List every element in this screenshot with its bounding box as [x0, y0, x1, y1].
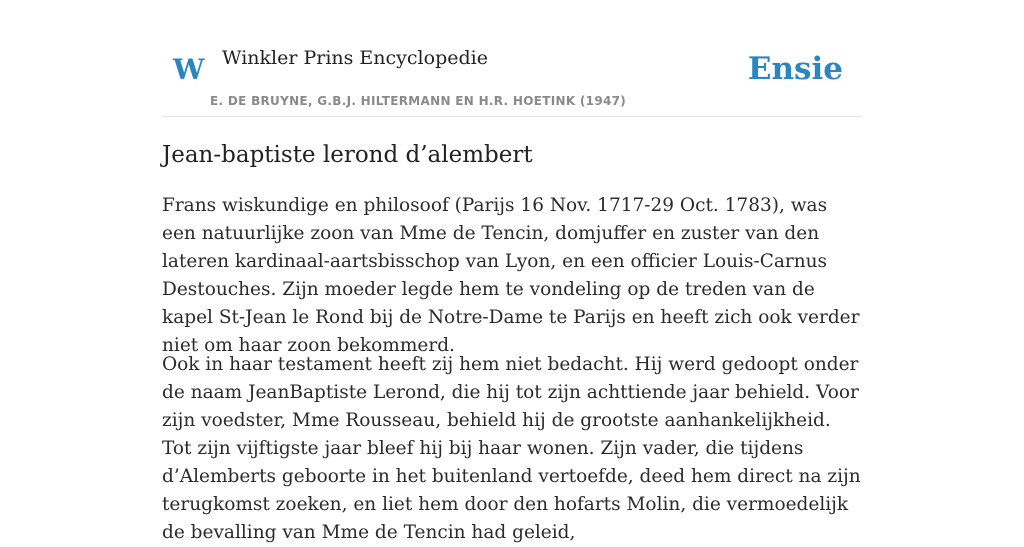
publication-title[interactable]: Winkler Prins Encyclopedie	[222, 47, 488, 69]
authors-line: E. DE BRUYNE, G.B.J. HILTERMANN EN H.R. HOETINK (1947)	[210, 94, 627, 108]
ensie-logo[interactable]: Ensie	[747, 51, 843, 87]
article-paragraph-1: Frans wiskundige en philosoof (Parijs 16 Nov. 1717-29 Oct. 1783), was een natuurlijke zoon van Mme de Tencin, domjuffer en zuster van den lateren kardinaal-aartsbisschop van Lyon, en een officier Louis-Carnus Destouches. Zijn moeder legde hem te vondeling op de treden van de kapel St-Jean le Rond bij de Notre-Dame te Parijs en heeft zich ook verder niet om haar zoon bekommerd.	[162, 195, 860, 356]
article-title: Jean-baptiste lerond d’alembert	[162, 142, 533, 168]
article-paragraph-2: Ook in haar testament heeft zij hem niet bedacht. Hij werd gedoopt onder de naam JeanBaptiste Lerond, die hij tot zijn achttiende jaar behield. Voor zijn voedster, Mme Rousseau, behield hij de grootste aanhankelijkheid. Tot zijn vijftigste jaar bleef hij bij haar wonen. Zijn vader, die tijdens d’Alemberts geboorte in het buitenland vertoefde, deed hem direct na zijn terugkomst zoeken, en liet hem door den hofarts Molin, die vermoedelijk de bevalling van Mme de Tencin had geleid,	[162, 354, 861, 543]
winkler-prins-logo[interactable]: W	[173, 53, 205, 86]
site-header	[162, 0, 862, 117]
